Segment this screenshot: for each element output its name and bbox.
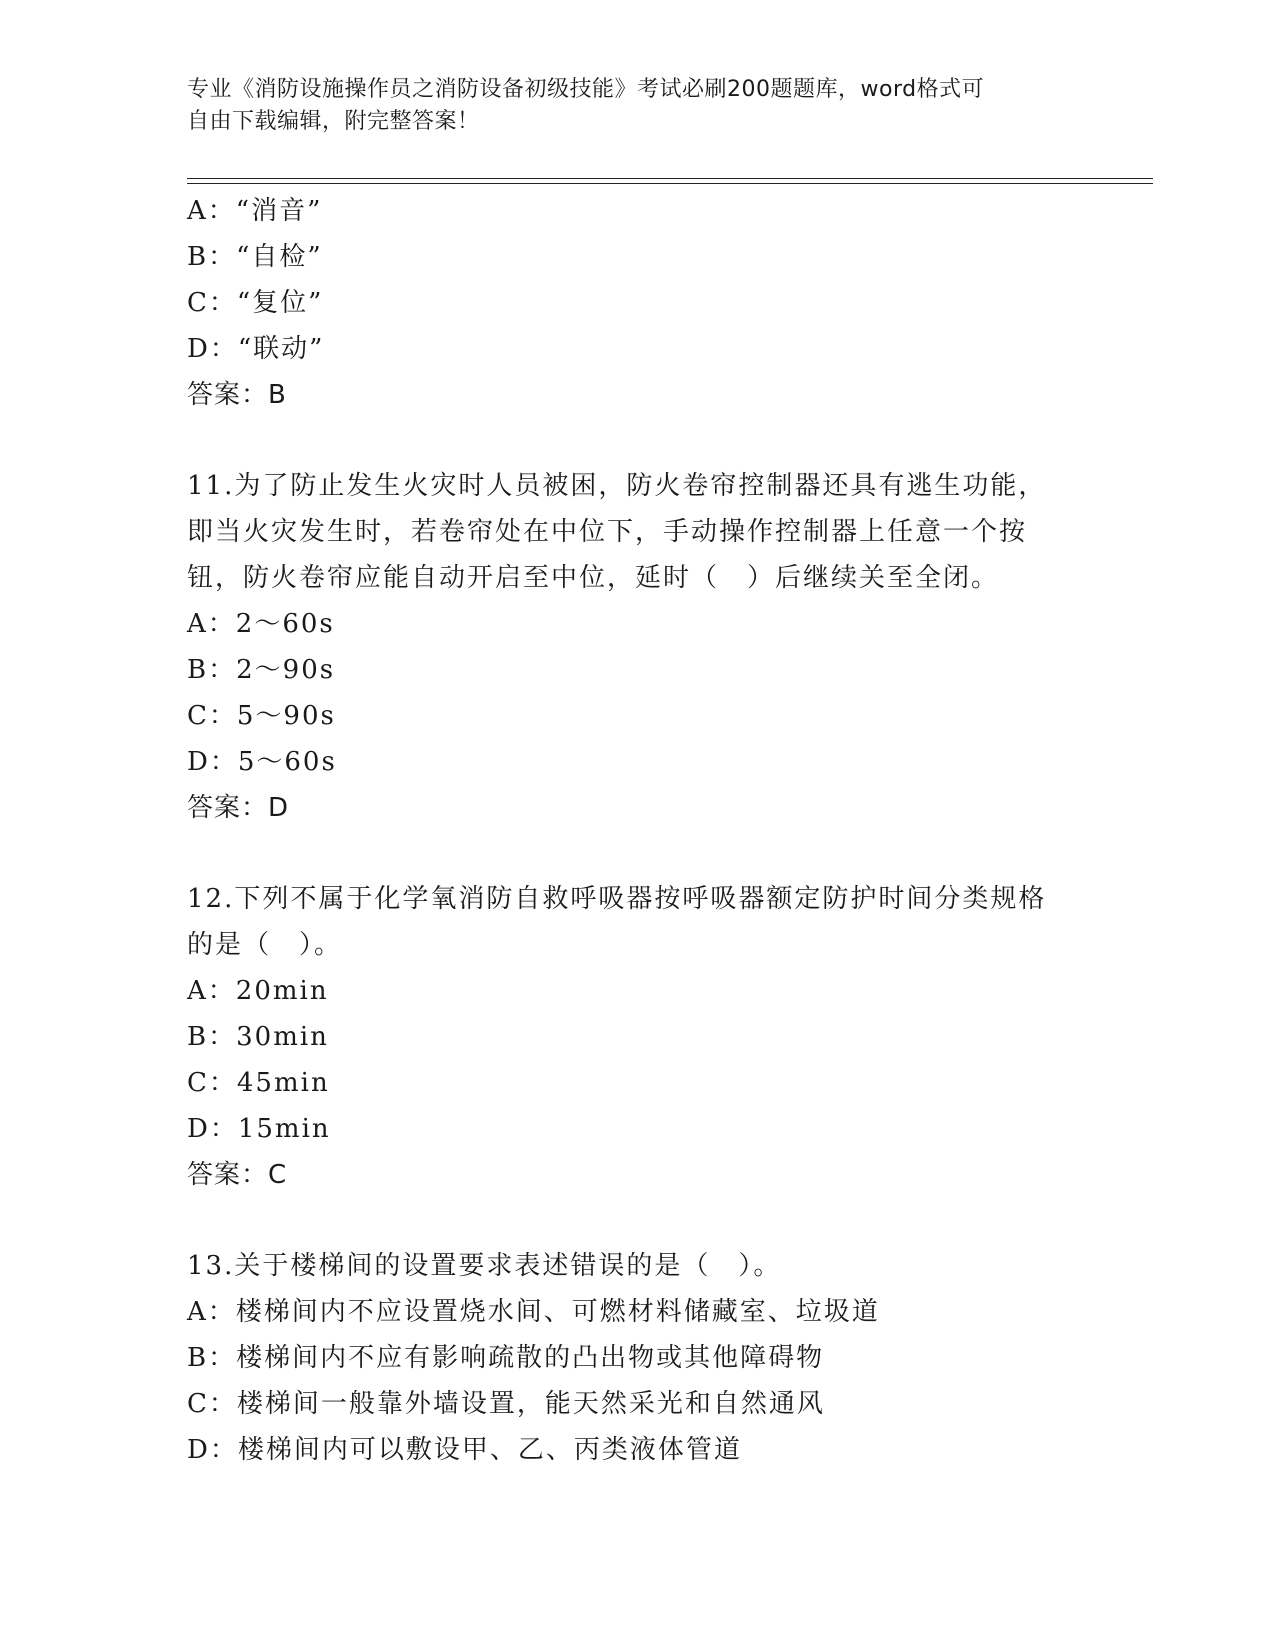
header-divider-bottom xyxy=(187,183,1153,184)
option-b: B：30min xyxy=(187,1022,329,1052)
option-c: C：45min xyxy=(187,1068,330,1098)
question-stem-line: 钮，防火卷帘应能自动开启至中位，延时（ ）后继续关至全闭。 xyxy=(187,563,1000,593)
question-11-block xyxy=(187,463,1087,831)
question-10-block xyxy=(187,188,1087,418)
option-c: C：5～90s xyxy=(187,701,336,731)
option-b: B：2～90s xyxy=(187,655,336,685)
option-d: D：“联动” xyxy=(187,334,325,364)
option-d: D：5～60s xyxy=(187,747,337,777)
option-a: A：20min xyxy=(187,976,329,1006)
option-b: B：“自检” xyxy=(187,242,323,272)
option-d: D：楼梯间内可以敷设甲、乙、丙类液体管道 xyxy=(187,1435,742,1465)
header-line-1: 专业《消防设施操作员之消防设备初级技能》考试必刷200题题库，word格式可 xyxy=(187,77,985,102)
question-stem-line: 12.下列不属于化学氧消防自救呼吸器按呼吸器额定防护时间分类规格 xyxy=(187,884,1047,914)
header-line-2: 自由下载编辑，附完整答案！ xyxy=(187,109,480,134)
option-a: A：“消音” xyxy=(187,196,323,226)
header-divider-top xyxy=(187,178,1153,179)
option-c: C：楼梯间一般靠外墙设置，能天然采光和自然通风 xyxy=(187,1389,825,1419)
answer: 答案：C xyxy=(187,1160,288,1190)
option-a: A：楼梯间内不应设置烧水间、可燃材料储藏室、垃圾道 xyxy=(187,1297,880,1327)
page-header xyxy=(187,74,1087,138)
option-c: C：“复位” xyxy=(187,288,324,318)
question-12-block xyxy=(187,876,1087,1198)
option-d: D：15min xyxy=(187,1114,331,1144)
question-stem-line: 13.关于楼梯间的设置要求表述错误的是（ ）。 xyxy=(187,1251,782,1281)
answer: 答案：D xyxy=(187,793,290,823)
question-13-block xyxy=(187,1243,1087,1473)
question-stem-line: 11.为了防止发生火灾时人员被困，防火卷帘控制器还具有逃生功能， xyxy=(187,471,1047,501)
question-stem-line: 即当火灾发生时，若卷帘处在中位下，手动操作控制器上任意一个按 xyxy=(187,517,1028,547)
answer: 答案：B xyxy=(187,380,287,410)
option-a: A：2～60s xyxy=(187,609,335,639)
question-list xyxy=(187,188,1087,1473)
option-b: B：楼梯间内不应有影响疏散的凸出物或其他障碍物 xyxy=(187,1343,825,1373)
question-stem-line: 的是（ ）。 xyxy=(187,930,343,960)
